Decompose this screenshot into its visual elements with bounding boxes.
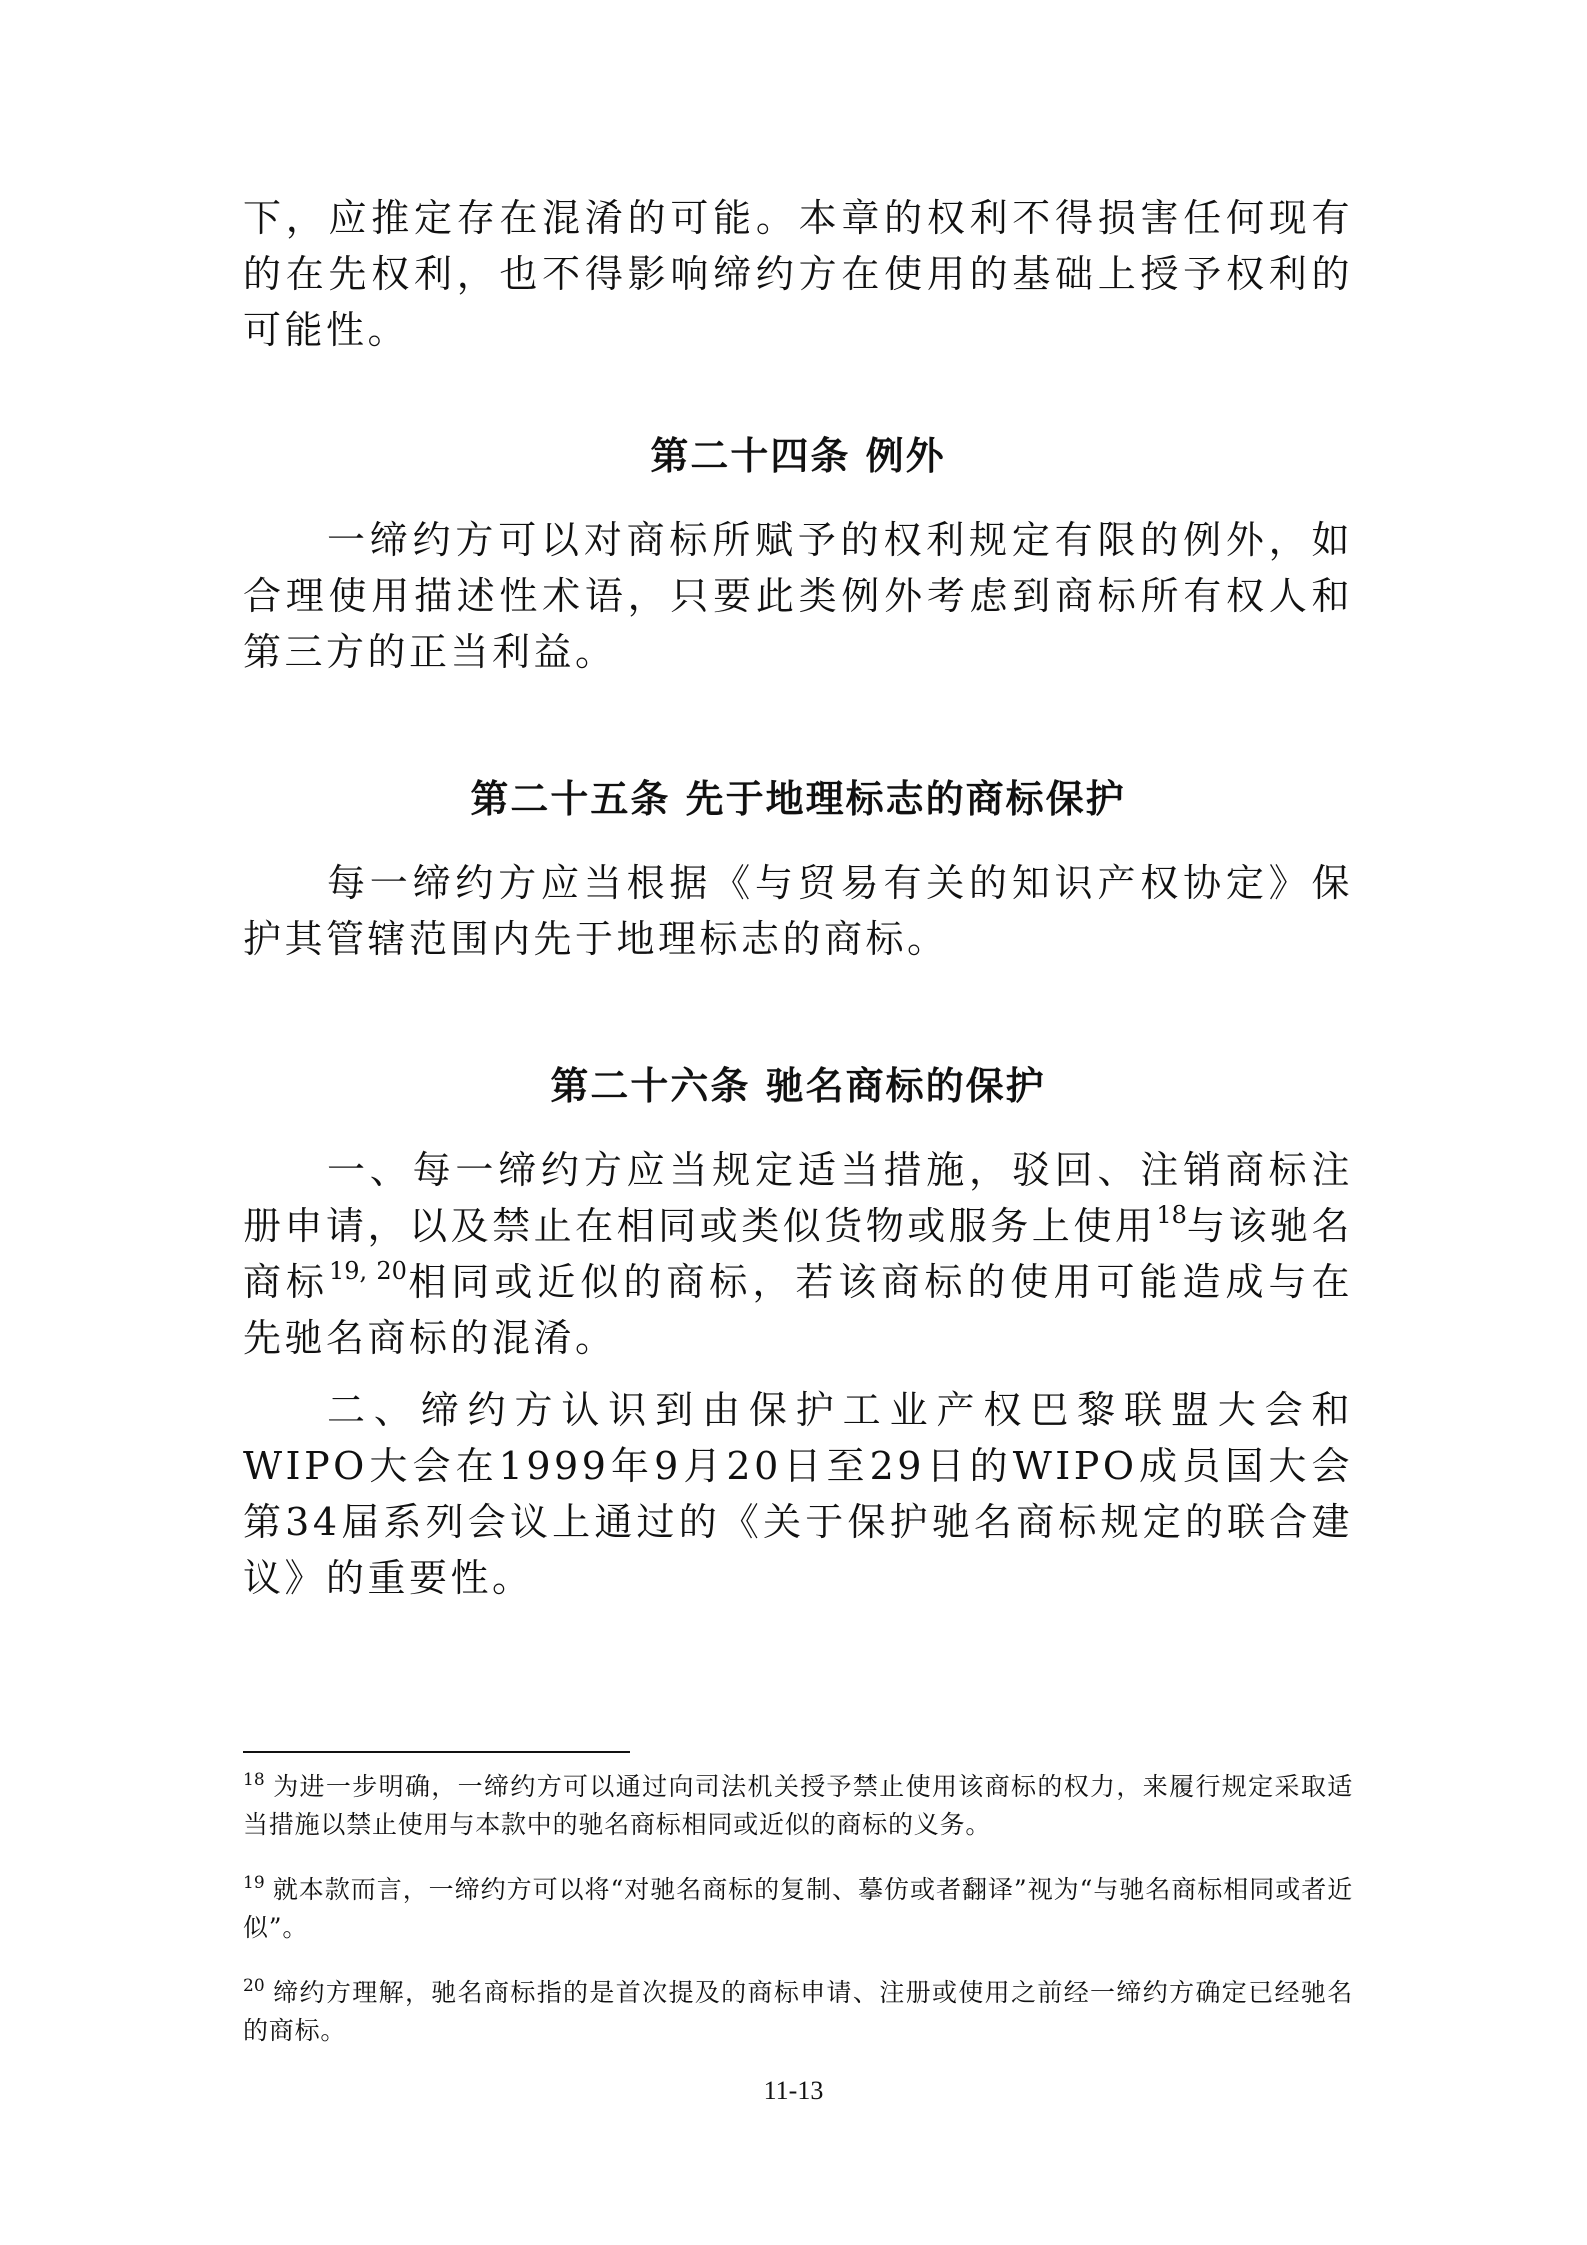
document-body bbox=[243, 190, 1353, 1606]
footnote-number: 19 bbox=[243, 1873, 265, 1893]
article-25-paragraph: 每一缔约方应当根据《与贸易有关的知识产权协定》保护其管辖范围内先于地理标志的商标。 bbox=[243, 861, 1353, 961]
footnote-separator bbox=[243, 1751, 630, 1753]
footnote-ref-19-20[interactable]: 19, 20 bbox=[329, 1257, 407, 1285]
continued-paragraph: 下，应推定存在混淆的可能。本章的权利不得损害任何现有的在先权利，也不得影响缔约方在使用的基础上授予权利的可能性。 bbox=[243, 196, 1353, 352]
footnote-19 bbox=[243, 1871, 1353, 1947]
footnote-number: 20 bbox=[243, 1976, 265, 1996]
footnote-ref-18[interactable]: 18 bbox=[1156, 1201, 1187, 1229]
article-26-paragraph-2: 二、缔约方认识到由保护工业产权巴黎联盟大会和WIPO大会在1999年9月20日至29日的WIPO成员国大会第34届系列会议上通过的《关于保护驰名商标规定的联合建议》的重要性。 bbox=[243, 1388, 1353, 1600]
footnote-text: 缔约方理解，驰名商标指的是首次提及的商标申请、注册或使用之前经一缔约方确定已经驰名的商标。 bbox=[243, 1978, 1353, 2045]
footnote-text: 就本款而言，一缔约方可以将“对驰名商标的复制、摹仿或者翻译”视为“与驰名商标相同或者近似”。 bbox=[243, 1875, 1353, 1942]
article-26-p1-text-a: 一、每一缔约方应当规定适当措施，驳回、注销商标注册申请，以及禁止在相同或类似货物或服务上使用 bbox=[243, 1148, 1353, 1248]
footnote-text: 为进一步明确，一缔约方可以通过向司法机关授予禁止使用该商标的权力，来履行规定采取适当措施以禁止使用与本款中的驰名商标相同或近似的商标的义务。 bbox=[243, 1772, 1353, 1839]
footnote-number: 18 bbox=[243, 1770, 265, 1790]
article-26-paragraph-1 bbox=[243, 1142, 1353, 1366]
footnote-18 bbox=[243, 1768, 1353, 1844]
footnote-20 bbox=[243, 1974, 1353, 2050]
article-24-paragraph: 一缔约方可以对商标所赋予的权利规定有限的例外，如合理使用描述性术语，只要此类例外考虑到商标所有权人和第三方的正当利益。 bbox=[243, 518, 1353, 674]
article-26-p1-text-b: 与该驰名商标 bbox=[243, 1204, 1353, 1304]
page-number: 11-13 bbox=[763, 2076, 824, 2105]
article-26-p1-text-c: 相同或近似的商标，若该商标的使用可能造成与在先驰名商标的混淆。 bbox=[243, 1260, 1353, 1360]
article-25-title: 第二十五条 先于地理标志的商标保护 bbox=[470, 777, 1126, 821]
article-24-title: 第二十四条 例外 bbox=[650, 434, 946, 478]
footnotes bbox=[243, 1768, 1353, 2050]
article-26-title: 第二十六条 驰名商标的保护 bbox=[550, 1064, 1046, 1108]
